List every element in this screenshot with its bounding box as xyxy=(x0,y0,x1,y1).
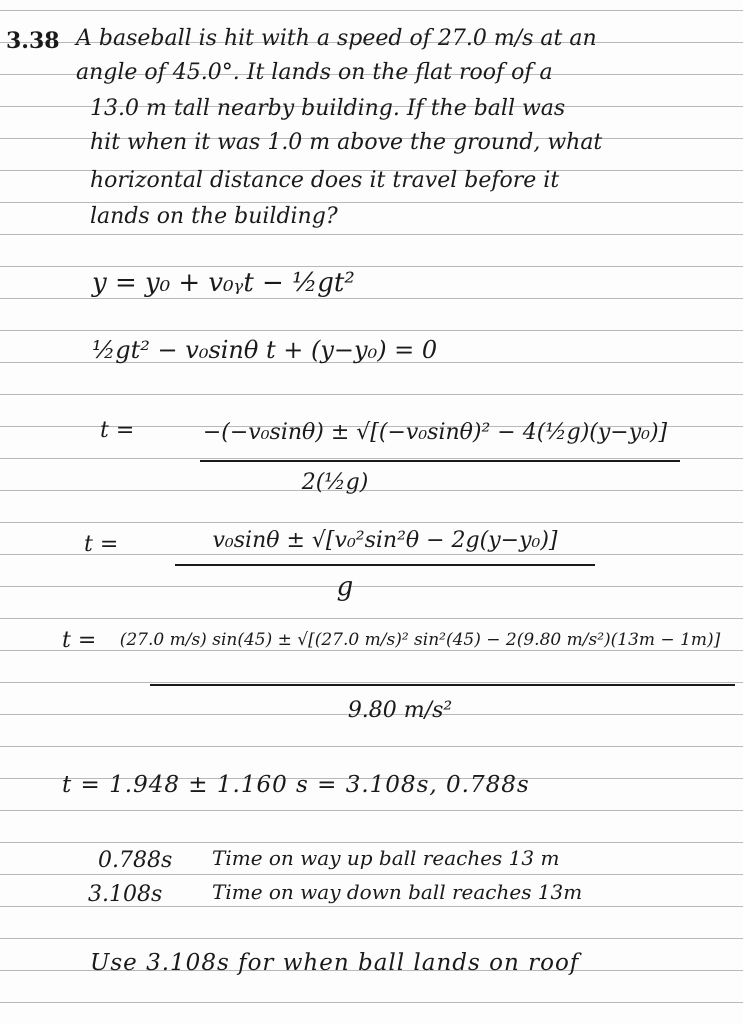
note-time-down: 3.108s xyxy=(88,882,163,907)
equation-quadratic-denominator: 2(½g) xyxy=(301,470,369,495)
note-text-up: Time on way up ball reaches 13 m xyxy=(212,846,560,870)
problem-line-1: A baseball is hit with a speed of 27.0 m/s at an xyxy=(76,26,597,51)
equation-simplified-numerator: v₀sinθ ± √[v₀²sin²θ − 2g(y−y₀)] xyxy=(212,528,558,553)
problem-line-2: angle of 45.0°. It lands on the flat roof of a xyxy=(76,60,553,85)
conclusion: Use 3.108s for when ball lands on roof xyxy=(90,950,580,976)
problem-line-3: 13.0 m tall nearby building. If the ball was xyxy=(90,96,566,121)
fraction-bar-quadratic xyxy=(200,460,680,462)
equation-kinematic: y = y₀ + v₀ᵧt − ½gt² xyxy=(92,268,355,298)
equation-quadratic-numerator: −(−v₀sinθ) ± √[(−v₀sinθ)² − 4(½g)(y−y₀)] xyxy=(202,420,668,445)
equation-substituted-numerator: (27.0 m/s) sin(45) ± √[(27.0 m/s)² sin²(45) − 2(9.80 m/s²)(13m − 1m)] xyxy=(119,630,721,650)
problem-line-6: lands on the building? xyxy=(90,204,338,229)
note-time-up: 0.788s xyxy=(98,848,173,873)
fraction-bar-substituted xyxy=(150,684,735,686)
problem-line-5: horizontal distance does it travel before it xyxy=(90,168,560,193)
problem-line-4: hit when it was 1.0 m above the ground, what xyxy=(90,130,603,155)
equation-simplified-lhs: t = xyxy=(84,532,119,557)
equation-quadratic-lhs: t = xyxy=(100,418,135,443)
fraction-bar-simplified xyxy=(175,564,595,566)
note-text-down: Time on way down ball reaches 13m xyxy=(212,880,583,904)
problem-number: 3.38 xyxy=(6,28,60,54)
equation-results: t = 1.948 ± 1.160 s = 3.108s, 0.788s xyxy=(62,772,530,798)
equation-substituted-lhs: t = xyxy=(62,628,97,653)
equation-rearranged: ½gt² − v₀sinθ t + (y−y₀) = 0 xyxy=(92,336,438,364)
equation-substituted-denominator: 9.80 m/s² xyxy=(347,698,453,723)
equation-simplified-denominator: g xyxy=(336,572,354,602)
